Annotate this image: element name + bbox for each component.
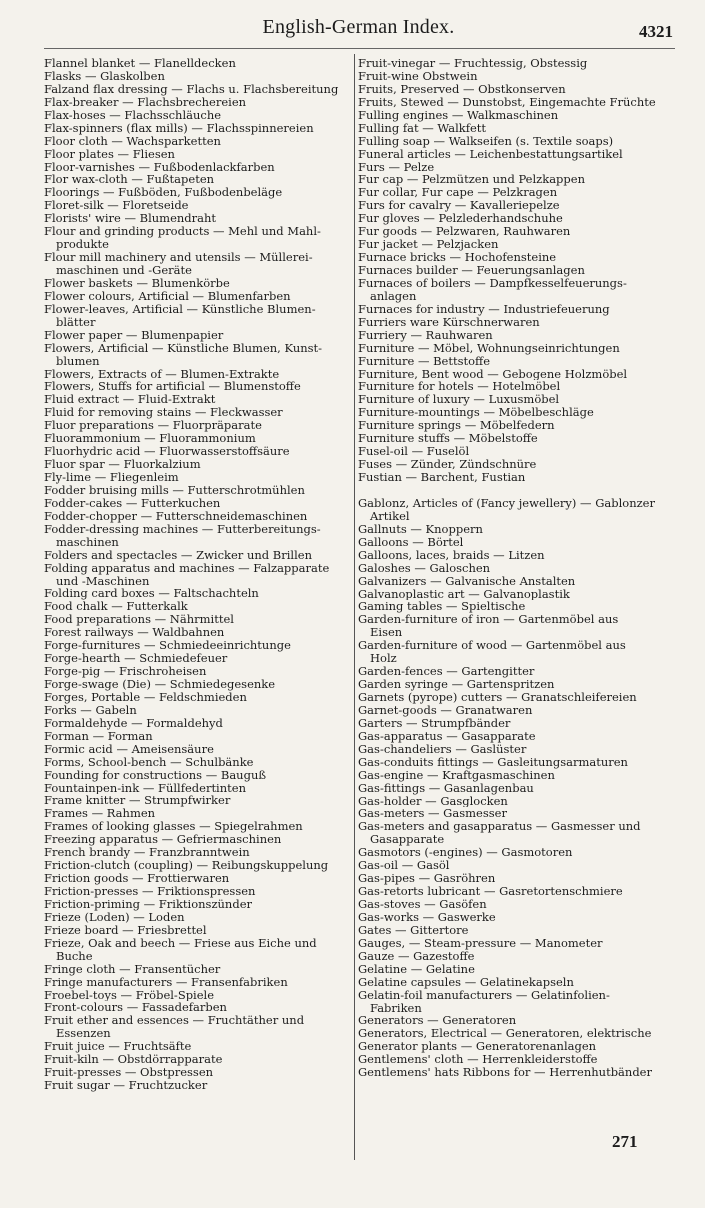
index-entry: Gasmotors (-engines) — Gasmotoren [358,846,573,860]
index-entry: Furniture of luxury — Luxusmöbel [358,393,560,407]
index-entry: Garden syringe — Gartenspritzen [358,678,555,691]
index-entry: Garden-fences — Gartengitter [358,665,535,679]
index-entry: Gas-chandeliers — Gaslüster [358,742,527,756]
index-entry: Flower colours, Artificial — Blumenfarben [44,289,291,303]
index-entry: Frieze (Loden) — Loden [44,910,185,924]
index-entry: Furniture, Bent wood — Gebogene Holzmöbel [358,367,628,381]
index-entry: Fulling fat — Walkfett [358,121,487,135]
index-entry: Fluor spar — Fluorkalzium [44,458,201,471]
index-entry: Flowers, Stuffs for artificial — Blumenstoffe [44,380,301,394]
index-entry: Fur gloves — Pelzlederhandschuhe [358,212,563,226]
index-entry: Furnaces of boilers — Dampfkesselfeuerungs- [358,276,627,290]
index-entry: Forge-furnitures — Schmiedeeinrichtunge [44,639,291,653]
index-entry: Fodder-dressing machines — Futterbereitungs- [44,522,321,536]
index-entry: Forms, School-bench — Schulbänke [44,755,254,769]
index-entry: Flor wax-cloth — Fußtapeten [44,173,215,187]
index-entry: Fruits, Stewed — Dunstobst, Eingemachte Früchte [358,95,656,109]
index-entry: Gablonz, Articles of (Fancy jewellery) — Gablonzer [358,496,655,510]
index-entry: Gas-works — Gaswerke [358,910,496,924]
index-entry: Garden-furniture of wood — Gartenmöbel aus [358,639,626,653]
index-entry-continuation: maschinen [56,535,119,549]
index-entry: Fustian — Barchent, Fustian [358,471,526,484]
index-entry: Formaldehyde — Formaldehyd [44,716,223,730]
index-entry: Gas-pipes — Gasröhren [358,872,496,886]
index-entry-continuation: produkte [56,238,109,252]
header-page-number: 4321 [639,22,673,41]
index-entry: Froebel-toys — Fröbel-Spiele [44,988,215,1002]
index-entry: Flannel blanket — Flanelldecken [44,57,236,70]
index-entry: Fur goods — Pelzwaren, Rauhwaren [358,225,571,239]
index-entry: Fulling soap — Walkseifen (s. Textile soaps) [358,134,614,148]
index-entry: Flax-hoses — Flachsschläuche [44,108,222,122]
index-entry-continuation: anlagen [370,289,417,303]
page-title: English-German Index. [262,16,455,38]
index-entry: Frames — Rahmen [44,807,156,821]
page-header [44,10,673,40]
index-entry: Furniture — Bettstoffe [358,354,491,368]
index-entry: Fluid extract — Fluid-Extrakt [44,393,216,407]
index-entry: Gallnuts — Knoppern [358,522,483,536]
index-entry: Galoshes — Galoschen [358,561,491,575]
index-entry: Florists' wire — Blumendraht [44,212,217,226]
index-entry: Gaming tables — Spieltische [358,600,526,614]
index-entry: Garden-furniture of iron — Gartenmöbel aus [358,613,619,627]
index-entry: Fodder-chopper — Futterschneidemaschinen [44,509,308,523]
index-entry: Floor-varnishes — Fußbodenlackfarben [44,160,275,174]
index-entry-continuation: blätter [56,315,96,329]
index-entry: Fly-lime — Fliegenleim [44,471,179,484]
index-entry: Founding for constructions — Bauguß [44,768,267,782]
index-entry: Fluid for removing stains — Fleckwasser [44,406,283,420]
index-entry: Furniture for hotels — Hotelmöbel [358,380,561,394]
index-entry: Freezing apparatus — Gefriermaschinen [44,833,282,847]
index-entry: Garnet-goods — Granatwaren [358,703,533,717]
index-entry: Galloons — Börtel [358,535,464,549]
index-entry: Furniture springs — Möbelfedern [358,419,555,433]
index-entry: Friction-priming — Friktionszünder [44,897,252,911]
index-entry: Friction-presses — Friktionspressen [44,885,256,898]
index-entry: Generators — Generatoren [358,1014,517,1028]
index-entry: Forge-swage (Die) — Schmiedegesenke [44,678,276,691]
index-entry: Fusel-oil — Fuselöl [358,445,470,459]
index-entry: Floor cloth — Wachsparketten [44,134,221,148]
index-entry: Garters — Strumpfbänder [358,716,511,730]
index-entry: Furriers ware Kürschnerwaren [358,315,540,329]
index-entry: Furniture — Möbel, Wohnungseinrichtungen [358,341,620,355]
index-entry: Fluorammonium — Fluorammonium [44,432,256,446]
index-entry: Flour and grinding products — Mehl und Mahl- [44,225,321,239]
index-entry-continuation: Gasapparate [370,833,445,847]
section-gap [358,484,666,497]
index-entry: Fur cap — Pelzmützen und Pelzkappen [358,173,585,187]
index-entry: Gas-stoves — Gasöfen [358,898,487,911]
index-entry: Gas-engine — Kraftgasmaschinen [358,768,555,782]
index-entry-continuation: Essenzen [56,1027,111,1041]
index-entry: Fountainpen-ink — Füllfedertinten [44,781,246,795]
index-entry: Gas-oil — Gasöl [358,859,450,873]
index-entry: Folding card boxes — Faltschachteln [44,587,259,601]
index-entry: Floor plates — Fliesen [44,147,175,161]
index-entry: Fringe cloth — Fransentücher [44,962,221,976]
index-entry: Furs — Pelze [358,160,435,174]
index-entry: Friction goods — Frottierwaren [44,872,230,885]
index-entry: Fruit-kiln — Obstdörrapparate [44,1053,223,1067]
index-entry: Forman — Forman [44,729,153,743]
index-entry-continuation: Artikel [370,509,410,523]
index-entry: Flower paper — Blumenpapier [44,328,224,342]
index-entry-continuation: Holz [370,652,397,666]
header-rule [44,48,675,49]
index-entry: Fur jacket — Pelzjacken [358,238,499,252]
index-entry: Flax-spinners (flax mills) — Flachsspinnereien [44,121,314,135]
index-entry: Gelatine — Gelatine [358,962,475,976]
index-entry: Galvanoplastic art — Galvanoplastik [358,587,570,601]
index-entry: Friction-clutch (coupling) — Reibungskuppelung [44,859,329,873]
left-column [44,57,350,1092]
index-entry: Generators, Electrical — Generatoren, elektrische [358,1027,652,1041]
column-divider [354,54,355,1160]
index-entry: Fruit-wine Obstwein [358,69,478,83]
index-entry: French brandy — Franzbranntwein [44,846,250,860]
index-entry: Furnaces for industry — Industriefeuerung [358,302,610,316]
index-entry: Galloons, laces, braids — Litzen [358,548,545,562]
index-entry: Formic acid — Ameisensäure [44,742,214,756]
index-entry: Fringe manufacturers — Fransenfabriken [44,975,288,989]
index-entry: Fodder bruising mills — Futterschrotmühlen [44,483,305,497]
index-entry: Folders and spectacles — Zwicker und Brillen [44,548,312,562]
index-entry-continuation: Fabriken [370,1001,422,1015]
index-entry: Furs for cavalry — Kavalleriepelze [358,199,560,213]
index-entry: Gates — Gittertore [358,923,469,937]
index-entry: Fruit-vinegar — Fruchtessig, Obstessig [358,57,588,70]
index-entry: Gauges, — Steam-pressure — Manometer [358,936,603,950]
index-entry: Fruit-presses — Obstpressen [44,1066,214,1080]
index-entry: Gas-meters — Gasmesser [358,807,507,821]
index-entry: Fruit sugar — Fruchtzucker [44,1079,208,1092]
index-entry: Gelatin-foil manufacturers — Gelatinfolien- [358,988,610,1002]
index-entry-continuation: blumen [56,354,100,368]
index-entry: Furniture stuffs — Möbelstoffe [358,432,538,446]
index-entry: Flower-leaves, Artificial — Künstliche Blumen- [44,302,316,316]
index-entry: Frieze, Oak and beech — Friese aus Eiche und [44,936,317,950]
index-entry: Fruit juice — Fruchtsäfte [44,1040,192,1054]
footer-page-number: 271 [612,1132,638,1151]
index-entry: Gas-apparatus — Gasapparate [358,729,536,743]
index-entry: Fruits, Preserved — Obstkonserven [358,82,566,96]
index-entry: Forges, Portable — Feldschmieden [44,690,247,704]
index-entry: Funeral articles — Leichenbestattungsartikel [358,147,623,161]
index-entry: Fruit ether and essences — Fruchtäther und [44,1014,305,1028]
index-entry: Forks — Gabeln [44,703,137,717]
index-entry: Forge-pig — Frischroheisen [44,665,207,678]
index-entry: Frames of looking glasses — Spiegelrahmen [44,820,303,834]
right-column [358,57,666,1079]
index-entry-continuation: Eisen [370,626,403,640]
index-entry: Fuses — Zünder, Zündschnüre [358,458,537,471]
index-entry: Flowers, Artificial — Künstliche Blumen, Kunst- [44,341,323,355]
index-entry: Gelatine capsules — Gelatinekapseln [358,975,574,989]
index-entry: Galvanizers — Galvanische Anstalten [358,574,576,588]
index-entry: Forge-hearth — Schmiedefeuer [44,652,228,666]
index-entry: Folding apparatus and machines — Falzapparate [44,561,330,575]
index-entry: Floorings — Fußböden, Fußbodenbeläge [44,186,283,200]
index-entry-continuation: Buche [56,949,93,963]
index-entry: Gauze — Gazestoffe [358,949,475,963]
index-entry: Furnaces builder — Feuerungsanlagen [358,264,585,277]
index-entry: Flour mill machinery and utensils — Müllerei- [44,251,313,264]
index-entry: Garnets (pyrope) cutters — Granatschleifereien [358,691,637,704]
index-entry: Flowers, Extracts of — Blumen-Extrakte [44,367,280,381]
index-entry: Food chalk — Futterkalk [44,600,188,614]
index-entry: Generator plants — Generatorenanlagen [358,1040,597,1054]
index-entry: Gas-fittings — Gasanlagenbau [358,781,534,795]
index-entry: Gentlemens' hats Ribbons for — Herrenhutbänder [358,1066,652,1080]
index-entry: Fulling engines — Walkmaschinen [358,108,559,122]
index-entry: Floret-silk — Floretseide [44,199,189,213]
index-entry: Frieze board — Friesbrettel [44,923,207,937]
index-entry: Gas-meters and gasapparatus — Gasmesser und [358,820,641,834]
index-entry-continuation: maschinen und -Geräte [56,264,192,277]
index-entry: Fluor preparations — Fluorpräparate [44,419,262,433]
index-entry: Flax-breaker — Flachsbrechereien [44,95,247,109]
index-entry: Food preparations — Nährmittel [44,613,234,627]
index-entry: Gas-retorts lubricant — Gasretortenschmiere [358,885,623,898]
index-entry: Furniture-mountings — Möbelbeschläge [358,406,594,420]
index-entry: Falzand flax dressing — Flachs u. Flachsbereitung [44,82,339,96]
index-entry: Front-colours — Fassadefarben [44,1001,227,1015]
index-entry: Flower baskets — Blumenkörbe [44,276,230,290]
index-entry: Gas-holder — Gasglocken [358,794,508,808]
index-entry: Furriery — Rauhwaren [358,328,493,342]
index-entry: Forest railways — Waldbahnen [44,626,225,640]
index-entry: Fodder-cakes — Futterkuchen [44,496,221,510]
index-entry-continuation: und -Maschinen [56,574,150,588]
index-entry: Furnace bricks — Hochofensteine [358,251,557,264]
index-entry: Fur collar, Fur cape — Pelzkragen [358,186,558,200]
index-entry: Gentlemens' cloth — Herrenkleiderstoffe [358,1053,598,1067]
index-entry: Fluorhydric acid — Fluorwasserstoffsäure [44,445,290,459]
index-entry: Frame knitter — Strumpfwirker [44,794,231,808]
index-entry: Flasks — Glaskolben [44,69,165,83]
index-entry: Gas-conduits fittings — Gasleitungsarmaturen [358,755,628,769]
